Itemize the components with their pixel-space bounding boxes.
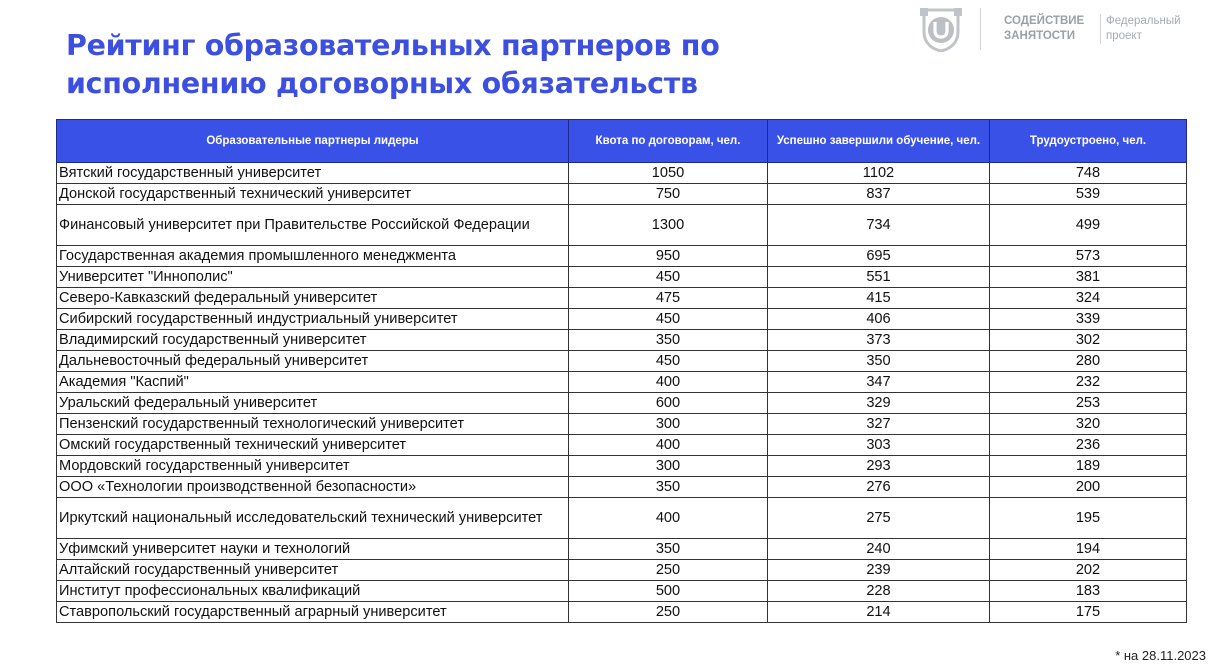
header-quota: Квота по договорам, чел. [569, 120, 768, 163]
table-row [57, 288, 1187, 309]
employed-value: 748 [990, 163, 1187, 184]
completed-value: 415 [768, 288, 990, 309]
employed-value: 194 [990, 539, 1187, 560]
federal-project-line-2: проект [1106, 30, 1142, 42]
partner-name: Уральский федеральный университет [57, 393, 569, 414]
partner-name: Донской государственный технический университет [57, 184, 569, 205]
employed-value: 232 [990, 372, 1187, 393]
table-row [57, 309, 1187, 330]
page-title-line-2: исполнению договорных обязательств [66, 67, 698, 100]
employed-value: 280 [990, 351, 1187, 372]
employed-value: 175 [990, 602, 1187, 623]
table-row [57, 393, 1187, 414]
completed-value: 695 [768, 246, 990, 267]
quota-value: 600 [569, 393, 768, 414]
partner-name: Уфимский университет науки и технологий [57, 539, 569, 560]
table-row [57, 477, 1187, 498]
quota-value: 350 [569, 330, 768, 351]
partner-name: Университет "Иннополис" [57, 267, 569, 288]
employed-value: 320 [990, 414, 1187, 435]
quota-value: 400 [569, 435, 768, 456]
page-title [66, 27, 719, 103]
partner-name: Иркутский национальный исследовательский технический университет [57, 498, 569, 539]
partner-name: Академия "Каспий" [57, 372, 569, 393]
table-row [57, 372, 1187, 393]
partner-name: Мордовский государственный университет [57, 456, 569, 477]
logo-divider [980, 8, 981, 50]
table-row [57, 184, 1187, 205]
employed-value: 195 [990, 498, 1187, 539]
completed-value: 240 [768, 539, 990, 560]
completed-value: 734 [768, 205, 990, 246]
completed-value: 293 [768, 456, 990, 477]
header-completed: Успешно завершили обучение, чел. [768, 120, 990, 163]
quota-value: 475 [569, 288, 768, 309]
completed-value: 551 [768, 267, 990, 288]
table-row [57, 414, 1187, 435]
table-row [57, 602, 1187, 623]
partner-name: ООО «Технологии производственной безопасности» [57, 477, 569, 498]
table-row [57, 560, 1187, 581]
completed-value: 1102 [768, 163, 990, 184]
table-row [57, 539, 1187, 560]
completed-value: 276 [768, 477, 990, 498]
quota-value: 1300 [569, 205, 768, 246]
partner-name: Северо-Кавказский федеральный университет [57, 288, 569, 309]
employed-value: 236 [990, 435, 1187, 456]
table-row [57, 581, 1187, 602]
completed-value: 373 [768, 330, 990, 351]
completed-value: 239 [768, 560, 990, 581]
quota-value: 1050 [569, 163, 768, 184]
table-row [57, 246, 1187, 267]
completed-value: 303 [768, 435, 990, 456]
partners-rating-table [56, 119, 1187, 623]
program-logo [918, 6, 1208, 54]
completed-value: 350 [768, 351, 990, 372]
employed-value: 324 [990, 288, 1187, 309]
quota-value: 400 [569, 372, 768, 393]
quota-value: 450 [569, 351, 768, 372]
table-row [57, 267, 1187, 288]
employed-value: 573 [990, 246, 1187, 267]
completed-value: 228 [768, 581, 990, 602]
program-name-line-1: СОДЕЙСТВИЕ [1004, 15, 1085, 27]
partner-name: Владимирский государственный университет [57, 330, 569, 351]
employed-value: 539 [990, 184, 1187, 205]
completed-value: 214 [768, 602, 990, 623]
completed-value: 327 [768, 414, 990, 435]
table-row [57, 330, 1187, 351]
quota-value: 250 [569, 560, 768, 581]
employed-value: 381 [990, 267, 1187, 288]
quota-value: 450 [569, 267, 768, 288]
partner-name: Финансовый университет при Правительстве Российской Федерации [57, 205, 569, 246]
university-emblem-icon [918, 6, 964, 52]
partner-name: Дальневосточный федеральный университет [57, 351, 569, 372]
quota-value: 350 [569, 477, 768, 498]
quota-value: 300 [569, 414, 768, 435]
federal-project-label [1106, 14, 1181, 44]
employed-value: 302 [990, 330, 1187, 351]
employed-value: 499 [990, 205, 1187, 246]
header-employed: Трудоустроено, чел. [990, 120, 1187, 163]
quota-value: 750 [569, 184, 768, 205]
date-footnote: * на 28.11.2023 [1115, 648, 1206, 663]
partner-name: Пензенский государственный технологический университет [57, 414, 569, 435]
completed-value: 275 [768, 498, 990, 539]
logo-small-divider [1100, 14, 1101, 44]
quota-value: 950 [569, 246, 768, 267]
quota-value: 500 [569, 581, 768, 602]
quota-value: 300 [569, 456, 768, 477]
completed-value: 837 [768, 184, 990, 205]
partner-name: Сибирский государственный индустриальный университет [57, 309, 569, 330]
program-name [1004, 14, 1084, 44]
page-title-line-1: Рейтинг образовательных партнеров по [66, 29, 720, 62]
partner-name: Ставропольский государственный аграрный университет [57, 602, 569, 623]
table-row [57, 205, 1187, 246]
table-row [57, 456, 1187, 477]
employed-value: 189 [990, 456, 1187, 477]
header-partners: Образовательные партнеры лидеры [57, 120, 569, 163]
table-row [57, 498, 1187, 539]
table-row [57, 435, 1187, 456]
completed-value: 347 [768, 372, 990, 393]
employed-value: 183 [990, 581, 1187, 602]
quota-value: 350 [569, 539, 768, 560]
quota-value: 400 [569, 498, 768, 539]
table-row [57, 351, 1187, 372]
partner-name: Омский государственный технический университет [57, 435, 569, 456]
employed-value: 200 [990, 477, 1187, 498]
table-header-row [57, 120, 1187, 163]
employed-value: 339 [990, 309, 1187, 330]
employed-value: 202 [990, 560, 1187, 581]
completed-value: 406 [768, 309, 990, 330]
quota-value: 250 [569, 602, 768, 623]
completed-value: 329 [768, 393, 990, 414]
partner-name: Институт профессиональных квалификаций [57, 581, 569, 602]
table-row [57, 163, 1187, 184]
partner-name: Алтайский государственный университет [57, 560, 569, 581]
program-name-line-2: ЗАНЯТОСТИ [1004, 30, 1076, 42]
federal-project-line-1: Федеральный [1106, 15, 1181, 27]
quota-value: 450 [569, 309, 768, 330]
employed-value: 253 [990, 393, 1187, 414]
partner-name: Вятский государственный университет [57, 163, 569, 184]
partner-name: Государственная академия промышленного менеджмента [57, 246, 569, 267]
